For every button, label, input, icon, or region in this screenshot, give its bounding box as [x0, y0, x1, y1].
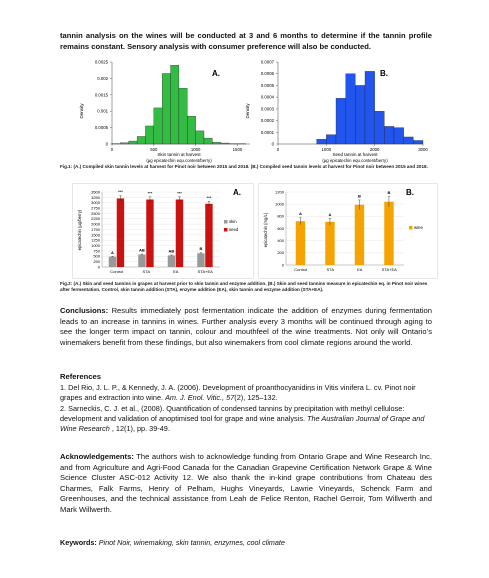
figure1b-bar [365, 71, 375, 144]
figure1b-xlabel-2: (µg epicatechin equ.content/berry) [322, 158, 388, 163]
figure1a-y-tick-label: 0 [105, 141, 108, 147]
figure1a-bar [212, 142, 220, 144]
figure2a-significance-label: *** [177, 190, 182, 196]
figure2b-significance-label: A [299, 211, 302, 217]
figure1a-bar [196, 131, 204, 144]
keywords-line [60, 538, 432, 547]
figure2b-bar [296, 221, 305, 265]
figure1a-bar [120, 143, 128, 144]
figure1b-y-tick-label: 0.0006 [260, 71, 274, 77]
figure2a-y-tick-label: 1500 [91, 232, 100, 238]
figure2a-tag: A. [233, 188, 241, 197]
figure2a-y-tick-label: 2500 [91, 210, 100, 216]
figure1b-xlabel-1: Seed tannin at harvest [332, 152, 378, 157]
keywords-label: Keywords: [60, 538, 97, 547]
figure1a-bar [137, 136, 145, 144]
figure1-panel-b-histogram [240, 58, 430, 164]
figure1a-ylabel: Density [79, 103, 84, 119]
figure2a-legend-label: skin [229, 219, 237, 224]
figure1a-bar [179, 88, 187, 144]
figure1a-bar [204, 138, 212, 144]
figure2a-y-tick-label: 1250 [91, 237, 100, 243]
figure2a-significance-label: *** [118, 189, 123, 195]
figure2a-significance-label: *** [206, 194, 212, 200]
figure2b-y-tick-label: 1000 [275, 201, 284, 207]
figure2a-y-tick-label: 0 [97, 264, 100, 270]
figure2a-category-label: STA [142, 269, 150, 274]
figure1b-bar [355, 85, 365, 144]
figure1b-bar [317, 139, 327, 144]
figure2a-bar [197, 253, 204, 267]
figure1b-y-tick-label: 0.0003 [260, 106, 274, 112]
figure1b-y-tick-label: 0.0007 [260, 59, 274, 65]
figure2b-bar [325, 222, 334, 265]
figure1b-bar [384, 126, 394, 144]
reference-2-text: 2. Sarneckis, C. J. et al., (2008). Quantification of condensed tannins by precipitation with methyl cellulose: development and validation of anoptimised tool for grape and wine analysis. [60, 404, 405, 424]
figure1b-bar [346, 74, 356, 144]
figure2a-bar [205, 204, 212, 267]
reference-1-end: (2), 125–132. [234, 393, 278, 403]
figure2a-significance-label: AB [139, 247, 145, 253]
figure2a-category-label: EA [173, 269, 179, 274]
figure2a-category-label: Control [110, 269, 124, 274]
figure1-caption: Fig.1: (A.) Compiled skin tannin levels at harvest for Pinot noir between 2015 and 2018. (B.) Compiled seed tannin levels at harvest for Pinot noir between 2015 and 2018. [60, 164, 428, 169]
figure2a-bar [117, 198, 124, 267]
figure2a-y-tick-label: 250 [93, 259, 100, 265]
figure2a-y-tick-label: 1000 [91, 242, 100, 248]
figure2a-bar [176, 200, 183, 268]
figure1b-bar [394, 128, 404, 144]
figure1a-y-tick-label: 0.0015 [94, 92, 108, 98]
figure2a-bar [109, 257, 116, 267]
figure1b-x-tick-label: 1000 [321, 147, 332, 152]
figure2a-y-tick-label: 500 [93, 253, 100, 259]
figure1a-x-tick-label: 500 [150, 147, 158, 152]
figure2a-ylabel: epicatechin (µg/berry) [77, 209, 82, 251]
figure1a-y-tick-label: 0.001 [97, 108, 108, 114]
figure1a-y-tick-label: 0.0025 [94, 59, 108, 65]
figure2a-legend-swatch [224, 228, 228, 232]
figure2-panel-b-bar-chart [258, 183, 438, 279]
figure1b-bar [404, 137, 414, 144]
figure1b-bar [413, 140, 423, 144]
figure2-caption: Fig.2: (A.) Skin and seed tannins in grapes at harvest prior to skin tannin and enzyme addition. (B.) Skin and seed tannins measure in epicatechin eq. in Pinot noir wines after fermentation. Control, skin tannin addition (STA), enzyme addition (EA), skin tannin and enzyme addition (STA+EA). [60, 281, 428, 293]
figure1a-bar [221, 143, 229, 144]
figure2b-y-tick-label: 1200 [275, 189, 284, 195]
figure1b-x-tick-label: 0 [276, 147, 280, 152]
figure2b-tag: B. [406, 188, 414, 197]
acknowledgements-paragraph [60, 452, 432, 516]
figure2b-y-tick-label: 0 [281, 262, 284, 268]
figure2a-y-tick-label: 2250 [91, 216, 100, 222]
figure2b-y-tick-label: 200 [277, 250, 284, 256]
figure1b-y-tick-label: 0.0001 [260, 129, 274, 135]
figure2a-y-tick-label: 750 [93, 248, 100, 254]
figure2b-y-tick-label: 600 [277, 225, 284, 231]
figure2b-significance-label: B [387, 190, 391, 196]
figure1b-bar [375, 111, 385, 144]
figure2b-category-label: Control [294, 267, 308, 272]
figure2b-y-tick-label: 800 [277, 213, 284, 219]
conclusions-paragraph [60, 306, 432, 348]
figure2a-significance-label: AB [168, 248, 175, 254]
figure2b-legend-label: wine [414, 225, 423, 230]
figure2a-y-tick-label: 3250 [91, 194, 100, 200]
figure2b-bar [355, 205, 364, 265]
figure2b-category-label: STA+EA [381, 267, 397, 272]
figure2b-legend-swatch [409, 226, 413, 230]
figure2a-y-tick-label: 3500 [91, 189, 100, 195]
reference-1-journal: Am. J. Enol. Vitic., 57 [165, 393, 235, 403]
figure1-panel-a-histogram [74, 58, 254, 164]
figure1a-x-tick-label: 1500 [232, 147, 243, 152]
figure1a-bar [162, 73, 170, 144]
figure1b-tag: B. [380, 69, 388, 78]
figure1a-x-tick-label: 0 [110, 147, 114, 152]
keywords-text: Pinot Noir, winemaking, skin tannin, enzymes, cool climate [96, 538, 285, 547]
figure1a-bar [187, 116, 195, 144]
figure1b-y-tick-label: 0 [271, 141, 274, 147]
figure2b-significance-label: A [328, 211, 332, 217]
figure1b-bar [336, 98, 346, 144]
reference-2-end: , 12(1), pp. 39-49. [109, 424, 170, 434]
conclusions-text: Results immediately post fermentation indicate the addition of enzymes during fermentation leads to an increase in tannins in wines. Further analysis every 3 months will be continued through aging to see the longer term impact on tannin, colour and mouthfeel of the wine treatments. Not only will Ontario’s winemakers benefit from these findings, but also winemakers from cool climate regions around the world. [60, 306, 432, 347]
figure2b-category-label: STA [326, 267, 334, 272]
figure2a-legend-label: seed [229, 227, 239, 232]
figure1b-y-tick-label: 0.0002 [260, 118, 274, 124]
intro-paragraph: tannin analysis on the wines will be conducted at 3 and 6 months to determine if the tannin profile remains constant. Sensory analysis with consumer preference will also be conducted. [60, 31, 432, 51]
figure2b-significance-label: B [358, 193, 361, 199]
figure1a-y-tick-label: 0.002 [97, 75, 108, 81]
figure1a-bar [129, 141, 137, 144]
figure2a-bar [168, 255, 175, 267]
figure2-panel-a-bar-chart [72, 183, 254, 279]
figure2a-y-tick-label: 3000 [91, 200, 100, 206]
figure2a-bar [138, 255, 145, 267]
figure1b-y-tick-label: 0.0005 [260, 82, 274, 88]
figure1b-x-tick-label: 3000 [418, 147, 428, 152]
reference-2-journal: The Australian Journal of Grape and Wine Research [60, 414, 425, 434]
figure2a-bar [146, 200, 153, 268]
acknowledgements-label: Acknowledgements: [60, 452, 134, 461]
figure1a-x-tick-label: 1000 [190, 147, 201, 152]
figure1a-tag: A. [212, 69, 220, 78]
reference-1-text: 1. Del Rio, J. L. P., & Kennedy, J. A. (2006). Development of proanthocyanidins in Vitis vinifera L. cv. Pinot noir grapes and extraction into wine. [60, 383, 416, 403]
figure2b-bar [384, 202, 393, 265]
acknowledgements-text: The authors wish to acknowledge funding from Ontario Grape and Wine Research Inc. and from Agriculture and Agri-Food Canada for the Canadian Grapevine Certification Network Grape & Wine Science Cluster ASC-012 Activity 12. We also thank the in-kind grape contributions from Chateau des Charmes, Falk Farms, Henry of Pelham, Hughs Vineyards, Lawrie Vineyards, Schenck Farm and Greenhouses, and the technical assistance from Leah de Felice Renton, Rachel Gerroir, Tom Willwerth and Mark Willwerth. [60, 452, 432, 514]
figure2a-category-label: STA+EA [197, 269, 213, 274]
figure1a-bar [171, 65, 179, 144]
figure2a-significance-label: B [199, 246, 203, 252]
references-title: References [60, 372, 101, 381]
reference-1 [60, 383, 432, 403]
figure1a-xlabel-1: Skin tannin at harvest [157, 152, 201, 157]
figure2a-significance-label: *** [147, 190, 153, 196]
figure1a-xlabel-2: (µg epicatechin equ.content/berry) [146, 158, 212, 163]
figure2b-ylabel: epicatechin (mg/L) [263, 212, 268, 248]
figure1b-bar [326, 135, 336, 144]
reference-2 [60, 404, 432, 435]
figure1b-x-tick-label: 2000 [369, 147, 380, 152]
figure2b-y-tick-label: 400 [277, 238, 284, 244]
figure2a-y-tick-label: 2000 [91, 221, 100, 227]
figure2a-y-tick-label: 2750 [91, 205, 100, 211]
figure1b-y-tick-label: 0.0004 [260, 94, 274, 100]
figure2a-legend-swatch [224, 220, 228, 224]
figure1a-bar [145, 126, 153, 144]
conclusions-label: Conclusions: [60, 306, 109, 315]
figure2a-y-tick-label: 1750 [91, 226, 100, 232]
figure1a-bar [154, 108, 162, 144]
figure1a-y-tick-label: 0.0005 [94, 125, 108, 131]
figure1b-ylabel: Density [245, 103, 250, 119]
figure2a-significance-label: A [111, 249, 114, 255]
figure2b-category-label: EA [357, 267, 363, 272]
